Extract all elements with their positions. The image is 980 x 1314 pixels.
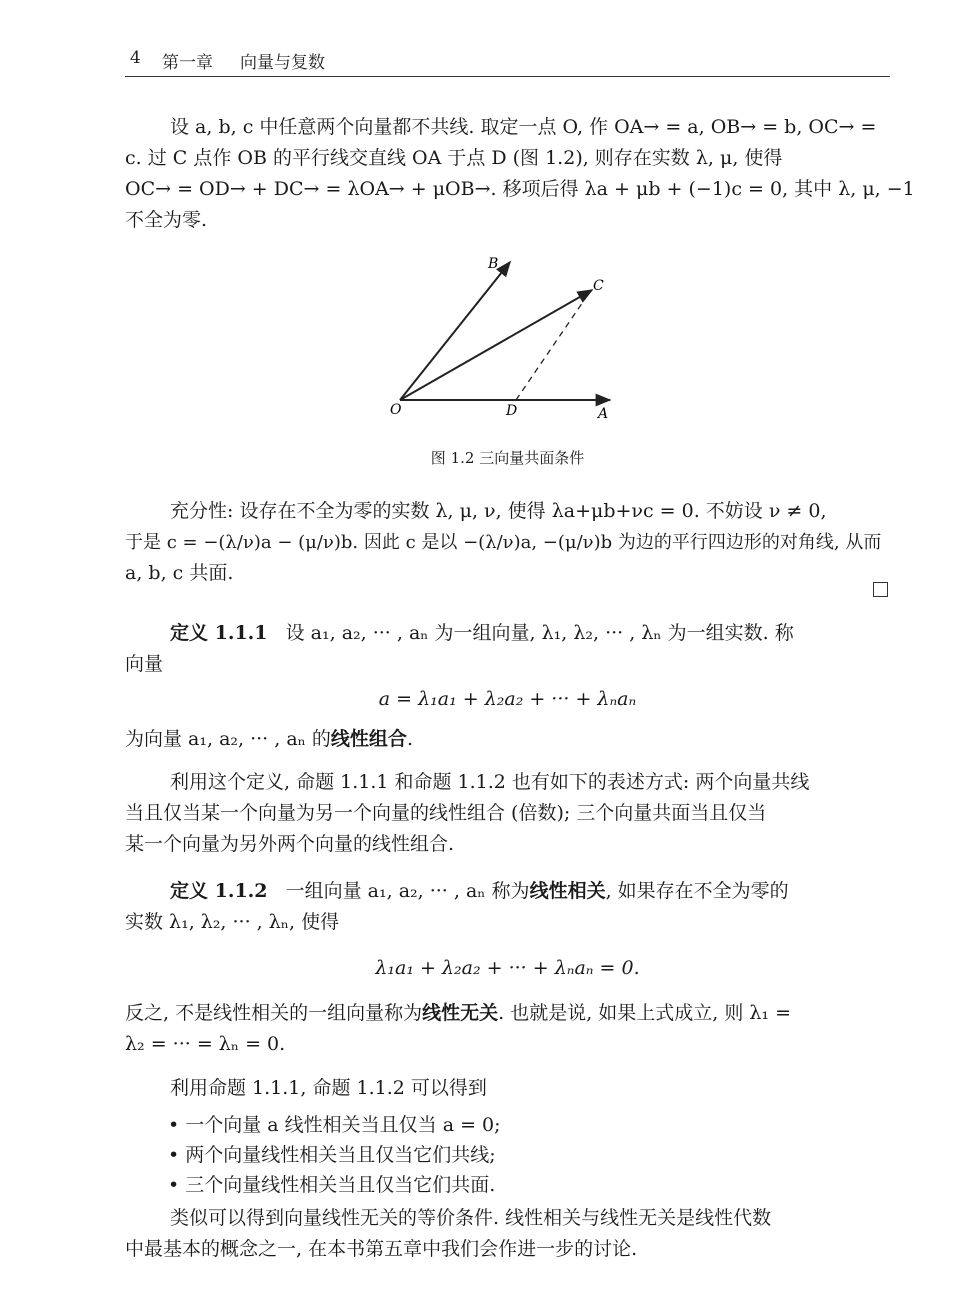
text-line: 设 a, b, c 中任意两个向量都不共线. 取定一点 O, 作 OA→ = a, OB→ = b, OC→ = bbox=[170, 116, 877, 138]
text-span: . 也就是说, 如果上式成立, 则 λ₁ = bbox=[498, 1002, 792, 1024]
text-line: 充分性: 设存在不全为零的实数 λ, μ, ν, 使得 λa+μb+νc = 0. 不妨设 ν ≠ 0, bbox=[170, 500, 827, 522]
restatement-paragraph bbox=[125, 767, 890, 860]
text-line bbox=[125, 998, 890, 1029]
text-line: c. 过 C 点作 OB 的平行线交直线 OA 于点 D (图 1.2), 则存在实数 λ, μ, 使得 bbox=[125, 147, 783, 169]
text-line bbox=[125, 618, 890, 649]
text-line: a, b, c 共面. bbox=[125, 562, 234, 584]
consequence-intro bbox=[125, 1073, 890, 1104]
text-line: 利用命题 1.1.1, 命题 1.1.2 可以得到 bbox=[170, 1077, 487, 1099]
text-line: 中最基本的概念之一, 在本书第五章中我们会作进一步的讨论. bbox=[125, 1238, 638, 1260]
list-item: • 两个向量线性相关当且仅当它们共线; bbox=[168, 1140, 501, 1170]
formula-linear-combination: a = λ₁a₁ + λ₂a₂ + ··· + λₙaₙ bbox=[378, 688, 637, 710]
definition-1-1-1-tail bbox=[125, 724, 890, 755]
consequence-list bbox=[168, 1110, 501, 1200]
proof-paragraph bbox=[125, 112, 915, 236]
sufficiency-paragraph bbox=[125, 496, 890, 589]
qed-box-icon bbox=[873, 582, 888, 597]
text-line bbox=[125, 876, 890, 907]
label-c: C bbox=[593, 278, 604, 294]
page-number: 4 bbox=[130, 48, 141, 68]
text-span: 为向量 a₁, a₂, ··· , aₙ 的 bbox=[125, 728, 331, 750]
text-line: λ₂ = ··· = λₙ = 0. bbox=[125, 1033, 286, 1055]
text-line: 不全为零. bbox=[125, 209, 208, 231]
text-line: 于是 c = −(λ/ν)a − (μ/ν)b. 因此 c 是以 −(λ/ν)a, −(μ/ν)b 为边的平行四边形的对角线, 从而 bbox=[125, 532, 882, 553]
text-line: OC→ = OD→ + DC→ = λOA→ + μOB→. 移项后得 λa + μb + (−1)c = 0, 其中 λ, μ, −1 bbox=[125, 178, 915, 200]
text-line bbox=[125, 724, 890, 755]
running-header bbox=[125, 44, 890, 77]
text-line: 某一个向量为另外两个向量的线性组合. bbox=[125, 833, 455, 855]
text-span: 设 a₁, a₂, ··· , aₙ 为一组向量, λ₁, λ₂, ··· , λₙ 为一组实数. 称 bbox=[285, 622, 794, 644]
term-linear-independent: 线性无关 bbox=[422, 1002, 499, 1024]
list-item: • 一个向量 a 线性相关当且仅当 a = 0; bbox=[168, 1110, 501, 1140]
vector-oc bbox=[400, 290, 592, 400]
label-d: D bbox=[506, 403, 518, 419]
label-o: O bbox=[390, 402, 402, 418]
text-line: 实数 λ₁, λ₂, ··· , λₙ, 使得 bbox=[125, 911, 340, 933]
text-span: 反之, 不是线性相关的一组向量称为 bbox=[125, 1002, 423, 1024]
definition-1-1-2-tail bbox=[125, 998, 890, 1060]
text-line: 向量 bbox=[125, 653, 164, 675]
formula-linear-dependence: λ₁a₁ + λ₂a₂ + ··· + λₙaₙ = 0. bbox=[375, 957, 640, 979]
list-item: • 三个向量线性相关当且仅当它们共面. bbox=[168, 1170, 501, 1200]
definition-1-1-2 bbox=[125, 876, 890, 938]
text-line: 利用这个定义, 命题 1.1.1 和命题 1.1.2 也有如下的表述方式: 两个向量共线 bbox=[170, 771, 810, 793]
term-linear-combination: 线性组合 bbox=[330, 728, 407, 750]
text-span: , 如果存在不全为零的 bbox=[605, 880, 789, 902]
closing-paragraph bbox=[125, 1203, 890, 1265]
text-line: 当且仅当某一个向量为另一个向量的线性组合 (倍数); 三个向量共面当且仅当 bbox=[125, 802, 767, 824]
term-linear-dependent: 线性相关 bbox=[529, 880, 606, 902]
definition-heading: 定义 1.1.2 bbox=[170, 880, 268, 902]
label-b: B bbox=[488, 256, 499, 272]
dashed-dc bbox=[516, 296, 587, 400]
text-span: 一组向量 a₁, a₂, ··· , aₙ 称为 bbox=[285, 880, 530, 902]
vector-ob bbox=[400, 262, 510, 400]
label-a: A bbox=[598, 406, 609, 422]
text-span: . bbox=[406, 728, 413, 750]
chapter-title: 向量与复数 bbox=[240, 53, 325, 73]
definition-heading: 定义 1.1.1 bbox=[170, 622, 268, 644]
figure-coplanar-vectors bbox=[380, 252, 620, 427]
definition-1-1-1 bbox=[125, 618, 890, 680]
text-line: 类似可以得到向量线性无关的等价条件. 线性相关与线性无关是线性代数 bbox=[170, 1207, 772, 1229]
figure-caption: 图 1.2 三向量共面条件 bbox=[430, 449, 585, 467]
chapter-label: 第一章 bbox=[162, 53, 213, 73]
